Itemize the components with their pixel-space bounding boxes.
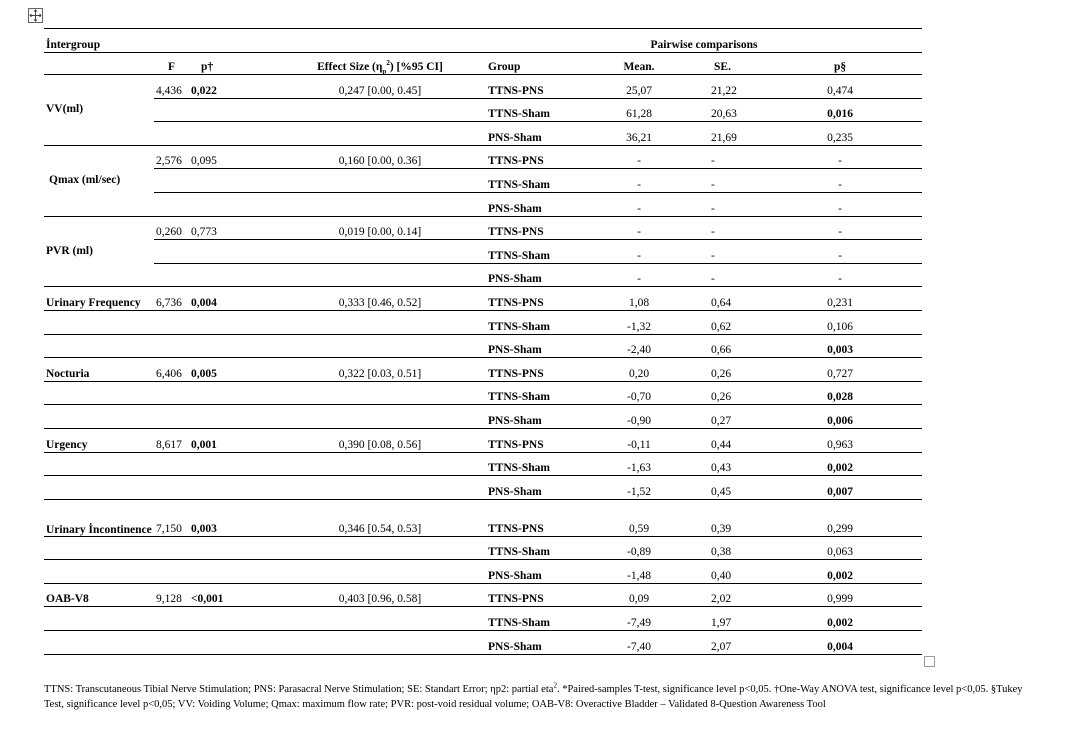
intergroup-header: İntergroup [44,29,154,53]
se-value: 0,26 [686,358,758,382]
outcome-label: OAB-V8 [44,583,154,607]
table-row [44,216,922,240]
tukey-p-value: 0,963 [758,428,922,452]
f-value: 9,128 [154,583,189,607]
table-row [44,310,922,334]
tukey-p-value: - [758,216,922,240]
group-name: TTNS-Sham [486,240,592,264]
group-name: PNS-Sham [486,476,592,500]
mean-value: -7,49 [592,607,686,631]
se-value: - [686,263,758,287]
se-value: - [686,240,758,264]
header-row-columns [44,53,922,75]
group-name: PNS-Sham [486,631,592,655]
mean-value: -0,11 [592,428,686,452]
table-footnote: TTNS: Transcutaneous Tibial Nerve Stimulation; PNS: Parasacral Nerve Stimulation; SE: Standart Error; ηp2: partial eta$^2$. *Paired-samples T-test, significance level p<0,05. †One-Way ANOVA test, significance level p<0,05. §Tukey Test, significance level p<0,05; VV: Voiding Volume; Qmax: maximum flow rate; PVR: post-void residual volume; OAB-V8: Overactive Bladder – Validated 8-Question Awareness Tool [44,681,1023,710]
f-value: 8,617 [154,428,189,452]
mean-value: -0,89 [592,536,686,560]
mean-value: 61,28 [592,98,686,122]
tukey-p-value: 0,002 [758,607,922,631]
se-value: 0,40 [686,560,758,584]
tukey-p-value: 0,999 [758,583,922,607]
mean-value: -1,63 [592,452,686,476]
anova-p-value: 0,095 [189,145,274,169]
effect-size-column-header: Effect Size $(\eta_p^2)$ [%95 CI] [274,53,486,75]
mean-value: 1,08 [592,287,686,311]
se-value: 0,62 [686,310,758,334]
f-column-header: F [154,53,189,75]
group-name: TTNS-PNS [486,287,592,311]
effect-size-value: 0,333 [0.46, 0.52] [274,287,486,311]
results-table [44,28,922,655]
table-row [44,122,922,146]
table-row [44,98,922,122]
se-value: 0,39 [686,499,758,536]
table-row [44,240,922,264]
table-row [44,405,922,429]
tukey-p-value: 0,002 [758,452,922,476]
se-value: - [686,192,758,216]
tukey-p-value: - [758,145,922,169]
table-row [44,169,922,193]
group-name: PNS-Sham [486,192,592,216]
mean-value: 25,07 [592,75,686,99]
tukey-p-value: 0,474 [758,75,922,99]
outcome-label: Urgency [44,428,154,452]
effect-size-value: 0,160 [0.00, 0.36] [274,145,486,169]
tukey-p-value: 0,063 [758,536,922,560]
table-row [44,358,922,382]
se-value: 2,07 [686,631,758,655]
f-value: 6,736 [154,287,189,311]
tukey-p-value: 0,007 [758,476,922,500]
group-name: TTNS-Sham [486,381,592,405]
tukey-p-value: 0,235 [758,122,922,146]
table-row [44,476,922,500]
anova-p-value: 0,773 [189,216,274,240]
anova-p-value: 0,003 [189,499,274,536]
se-value: 0,43 [686,452,758,476]
group-name: PNS-Sham [486,560,592,584]
effect-size-value: 0,247 [0.00, 0.45] [274,75,486,99]
table-row [44,536,922,560]
table-row [44,607,922,631]
tukey-p-value: 0,727 [758,358,922,382]
p-column-header: p† [189,53,274,75]
mean-value: - [592,216,686,240]
se-value: 0,44 [686,428,758,452]
table-move-handle-icon[interactable] [28,8,43,23]
se-value: 0,26 [686,381,758,405]
group-name: TTNS-PNS [486,428,592,452]
f-value: 2,576 [154,145,189,169]
group-name: TTNS-PNS [486,75,592,99]
table-row [44,452,922,476]
se-column-header: SE. [686,53,758,75]
table-row [44,560,922,584]
mean-value: -1,48 [592,560,686,584]
tukey-p-value: - [758,192,922,216]
anova-p-value: 0,004 [189,287,274,311]
group-name: PNS-Sham [486,122,592,146]
group-name: TTNS-PNS [486,358,592,382]
group-name: TTNS-Sham [486,536,592,560]
tukey-p-value: 0,299 [758,499,922,536]
f-value: 6,406 [154,358,189,382]
end-of-table-marker [924,656,935,667]
anova-p-value: 0,005 [189,358,274,382]
se-value: 0,27 [686,405,758,429]
se-value: - [686,145,758,169]
tukey-p-value: 0,231 [758,287,922,311]
table-row [44,334,922,358]
tukey-p-value: 0,002 [758,560,922,584]
mean-column-header: Mean. [592,53,686,75]
table-row [44,145,922,169]
se-value: 0,64 [686,287,758,311]
effect-size-value: 0,403 [0.96, 0.58] [274,583,486,607]
f-value: 4,436 [154,75,189,99]
table-row [44,499,922,536]
table-row [44,287,922,311]
tukey-p-value: 0,028 [758,381,922,405]
mean-value: 0,09 [592,583,686,607]
effect-size-value: 0,346 [0.54, 0.53] [274,499,486,536]
group-name: TTNS-PNS [486,145,592,169]
mean-value: - [592,240,686,264]
group-name: TTNS-Sham [486,310,592,334]
table-row [44,631,922,655]
outcome-label: VV(ml) [44,75,154,146]
group-name: TTNS-PNS [486,499,592,536]
outcome-label: Urinary İncontinence [44,499,154,536]
tukey-p-value: 0,106 [758,310,922,334]
outcome-label: Qmax (ml/sec) [44,145,154,216]
se-value: 20,63 [686,98,758,122]
tukey-p-value: 0,016 [758,98,922,122]
group-name: PNS-Sham [486,263,592,287]
mean-value: -7,40 [592,631,686,655]
mean-value: 36,21 [592,122,686,146]
mean-value: -0,90 [592,405,686,429]
effect-size-value: 0,019 [0.00, 0.14] [274,216,486,240]
tukey-p-value: 0,004 [758,631,922,655]
tukey-p-value: - [758,240,922,264]
mean-value: -1,52 [592,476,686,500]
mean-value: - [592,263,686,287]
mean-value: - [592,169,686,193]
table-row [44,583,922,607]
mean-value: 0,59 [592,499,686,536]
header-row-top [44,29,922,53]
group-name: PNS-Sham [486,334,592,358]
f-value: 7,150 [154,499,189,536]
tukey-p-value: 0,006 [758,405,922,429]
group-name: TTNS-Sham [486,452,592,476]
table-row [44,75,922,99]
se-value: 0,45 [686,476,758,500]
group-name: TTNS-PNS [486,583,592,607]
f-value: 0,260 [154,216,189,240]
mean-value: - [592,145,686,169]
table-row [44,428,922,452]
table-row [44,192,922,216]
se-value: - [686,216,758,240]
table-row [44,263,922,287]
table-row [44,381,922,405]
group-name: TTNS-Sham [486,98,592,122]
se-value: 0,38 [686,536,758,560]
tukey-p-value: - [758,169,922,193]
p-tukey-column-header: p§ [758,53,922,75]
effect-size-value: 0,322 [0.03, 0.51] [274,358,486,382]
se-value: 1,97 [686,607,758,631]
tukey-p-value: - [758,263,922,287]
se-value: 21,22 [686,75,758,99]
outcome-label: PVR (ml) [44,216,154,287]
se-value: 2,02 [686,583,758,607]
outcome-label: Nocturia [44,358,154,382]
group-name: TTNS-Sham [486,169,592,193]
effect-size-value: 0,390 [0.08, 0.56] [274,428,486,452]
group-column-header: Group [486,53,592,75]
se-value: - [686,169,758,193]
se-value: 0,66 [686,334,758,358]
pairwise-header: Pairwise comparisons [486,29,922,53]
mean-value: -2,40 [592,334,686,358]
anova-p-value: <0,001 [189,583,274,607]
mean-value: - [592,192,686,216]
mean-value: 0,20 [592,358,686,382]
se-value: 21,69 [686,122,758,146]
group-name: TTNS-PNS [486,216,592,240]
mean-value: -0,70 [592,381,686,405]
group-name: TTNS-Sham [486,607,592,631]
mean-value: -1,32 [592,310,686,334]
tukey-p-value: 0,003 [758,334,922,358]
anova-p-value: 0,001 [189,428,274,452]
group-name: PNS-Sham [486,405,592,429]
outcome-label: Urinary Frequency [44,287,154,311]
anova-p-value: 0,022 [189,75,274,99]
